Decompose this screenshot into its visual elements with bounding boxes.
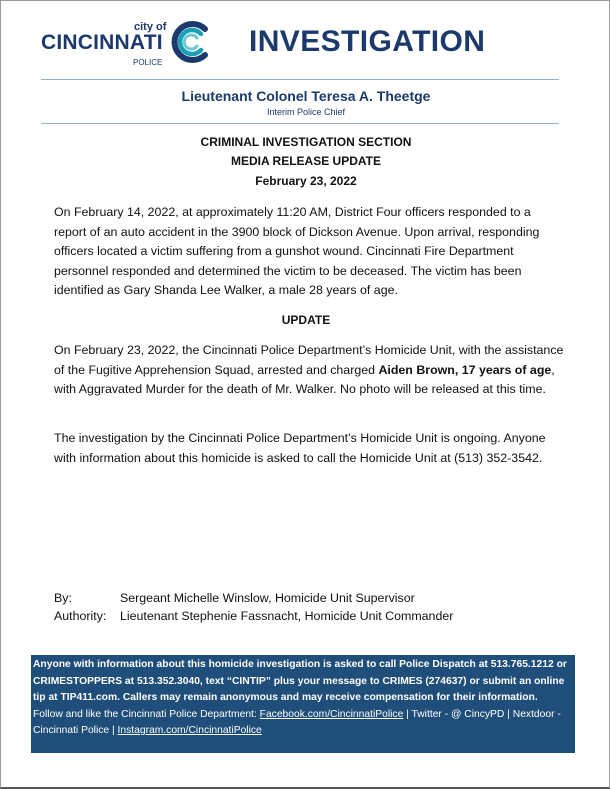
update-text-end: , with Aggravated Murder for the death of Mr. Walker. No photo will be released at this time.: [54, 362, 555, 396]
credit-by-label: By:: [54, 591, 72, 605]
credit-by-value: Sergeant Michelle Winslow, Homicide Unit Supervisor: [120, 591, 415, 605]
logo-city-of: city of: [134, 21, 167, 33]
tip-line-text: Anyone with information about this homicide investigation is asked to call Police Dispatch at 513.765.1212 or CRIMESTOPPERS at 513.352.3040, text “CINTIP” plus your message to CRIMES (274637) or submit an online tip at TIP411.com. Callers may remain anonymous and may receive compensation for their information.: [33, 659, 567, 703]
chief-name: Lieutenant Colonel Teresa A. Theetge: [181, 88, 431, 104]
logo-city-name: CINCINNATI: [41, 31, 163, 54]
follow-prefix: Follow and like the Cincinnati Police Department:: [33, 708, 260, 720]
twitter-nextdoor-text: | Twitter - @ CincyPD | Nextdoor - Cincinnati Police |: [33, 708, 561, 736]
incident-paragraph: On February 14, 2022, at approximately 11:20 AM, District Four officers responded to a report of an auto accident in the 3900 block of Dickson Avenue. Upon arrival, responding officers located a victim suffering from a gunshot wound. Cincinnati Fire Department personnel responded and determined the victim to be deceased. The victim has been identified as Gary Shanda Lee Walker, a male 28 years of age.: [54, 205, 540, 297]
credit-by: [54, 591, 415, 605]
suspect-name: Aiden Brown, 17 years of age: [378, 362, 552, 377]
credit-authority: [54, 609, 453, 623]
header-divider: [41, 79, 559, 80]
section-name: CRIMINAL INVESTIGATION SECTION: [200, 135, 412, 149]
release-date: February 23, 2022: [255, 174, 357, 188]
credit-authority-label: Authority:: [54, 609, 107, 623]
cincinnati-police-logo: [41, 19, 221, 71]
instagram-link[interactable]: Instagram.com/CincinnatiPolice: [117, 725, 262, 736]
chief-divider: [41, 123, 559, 124]
page-title: INVESTIGATION: [249, 25, 486, 58]
logo-police: POLICE: [133, 58, 163, 67]
update-text-start: On February 23, 2022, the Cincinnati Police Department’s Homicide Unit, with the assistance of the Fugitive Apprehension Squad, arrested and charged: [54, 343, 564, 377]
social-links: [33, 707, 573, 740]
ongoing-paragraph: The investigation by the Cincinnati Police Department’s Homicide Unit is ongoing. Anyone with information about this homicide is asked to call the Homicide Unit at (513) 352-3542.: [54, 431, 546, 465]
update-paragraph: [54, 341, 564, 400]
update-heading: UPDATE: [281, 313, 331, 327]
release-type: MEDIA RELEASE UPDATE: [230, 154, 381, 168]
tip-footer-box: [31, 655, 575, 753]
credit-authority-value: Lieutenant Stephenie Fassnacht, Homicide Unit Commander: [120, 609, 454, 623]
logo-c-mark-icon: [167, 19, 215, 65]
facebook-link[interactable]: Facebook.com/CincinnatiPolice: [259, 708, 404, 720]
chief-title: Interim Police Chief: [266, 107, 346, 117]
